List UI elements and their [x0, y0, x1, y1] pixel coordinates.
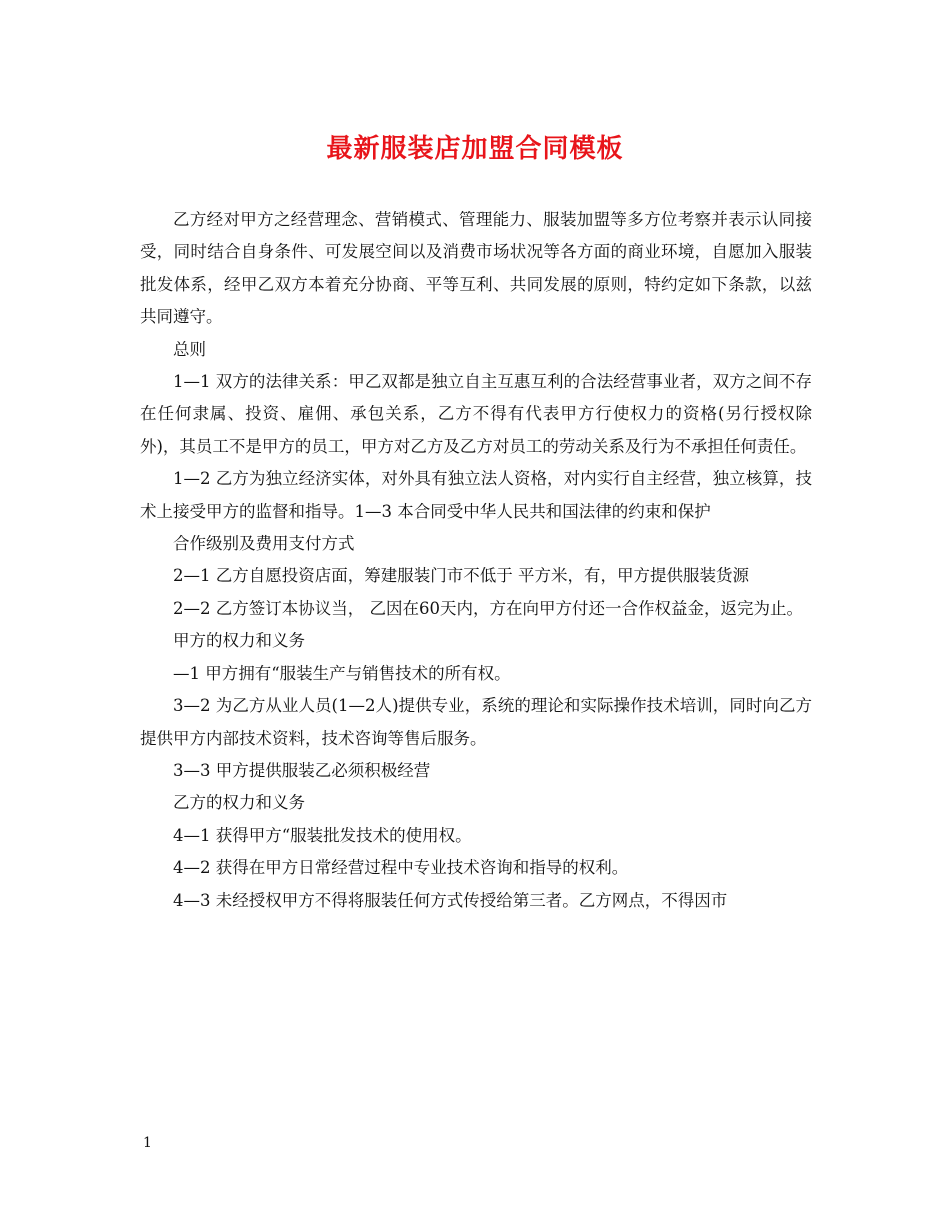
clause-1-2: 1—2 乙方为独立经济实体，对外具有独立法人资格，对内实行自主经营，独立核算，技术上接受甲方的监督和指导。1—3 本合同受中华人民共和国法律的约束和保护 [140, 469, 812, 521]
clause-2-2: 2—2 乙方签订本协议当， 乙因在60天内，方在向甲方付还一合作权益金，返完为止。 [173, 598, 803, 618]
document-title: 最新服装店加盟合同模板 [326, 134, 624, 164]
clause-4-2: 4—2 获得在甲方日常经营过程中专业技术咨询和指导的权利。 [173, 858, 629, 878]
document-body [140, 204, 812, 917]
clause-3-1: —1 甲方拥有“服装生产与销售技术的所有权。 [173, 663, 511, 683]
section-heading-general: 总则 [173, 339, 206, 359]
section-heading-party-b: 乙方的权力和义务 [173, 793, 305, 813]
clause-3-3: 3—3 甲方提供服装乙必须积极经营 [173, 760, 431, 780]
paragraph-intro: 乙方经对甲方之经营理念、营销模式、管理能力、服装加盟等多方位考察并表示认同接受，同时结合自身条件、可发展空间以及消费市场状况等各方面的商业环境，自愿加入服装批发体系，经甲乙双方本着充分协商、平等互利、共同发展的原则，特约定如下条款，以兹共同遵守。 [140, 210, 812, 327]
clause-3-2: 3—2 为乙方从业人员(1—2人)提供专业，系统的理论和实际操作技术培训，同时向乙方提供甲方内部技术资料，技术咨询等售后服务。 [140, 696, 812, 748]
section-heading-cooperation: 合作级别及费用支付方式 [173, 534, 355, 554]
section-heading-party-a: 甲方的权力和义务 [173, 631, 305, 651]
page-number: 1 [143, 1135, 152, 1151]
clause-4-1: 4—1 获得甲方“服装批发技术的使用权。 [173, 825, 472, 845]
clause-2-1: 2—1 乙方自愿投资店面，筹建服装门市不低于 平方米，有，甲方提供服装货源 [173, 566, 749, 586]
clause-1-1: 1—1 双方的法律关系：甲乙双都是独立自主互惠互利的合法经营事业者，双方之间不存在任何隶属、投资、雇佣、承包关系，乙方不得有代表甲方行使权力的资格(另行授权除外)，其员工不是甲方的员工，甲方对乙方及乙方对员工的劳动关系及行为不承担任何责任。 [140, 372, 812, 456]
clause-4-3: 4—3 未经授权甲方不得将服装任何方式传授给第三者。乙方网点，不得因市 [173, 890, 728, 910]
